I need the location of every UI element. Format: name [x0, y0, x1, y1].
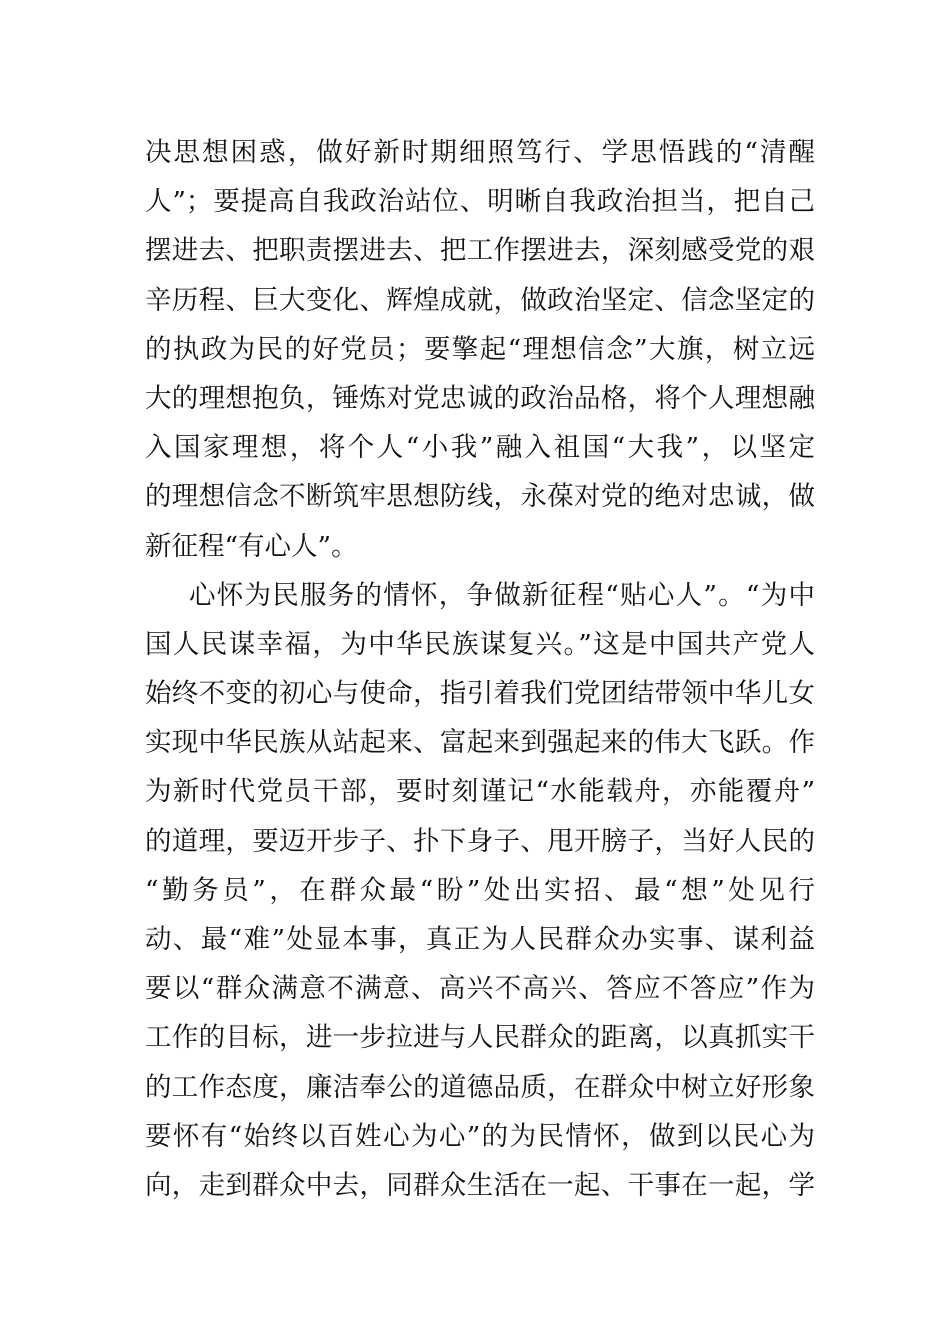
paragraph-start-line: 心怀为民服务的情怀，争做新征程“贴心人”。“为中 — [189, 579, 815, 611]
text-line: 辛历程、巨大变化、辉煌成就，做政治坚定、信念坚定的 — [145, 284, 815, 316]
text-line: 国人民谋幸福，为中华民族谋复兴。”这是中国共产党人 — [145, 628, 815, 660]
text-line: 大的理想抱负，锤炼对党忠诚的政治品格，将个人理想融 — [145, 382, 815, 414]
text-line: 入国家理想，将个人“小我”融入祖国“大我”，以坚定 — [145, 432, 815, 464]
text-line: 为新时代党员干部，要时刻谨记“水能载舟，亦能覆舟” — [145, 776, 815, 808]
text-line: 向，走到群众中去，同群众生活在一起、干事在一起，学 — [145, 1169, 815, 1201]
text-line: 的理想信念不断筑牢思想防线，永葆对党的绝对忠诚，做 — [145, 481, 815, 513]
text-line: 摆进去、把职责摆进去、把工作摆进去，深刻感受党的艰 — [145, 235, 815, 267]
text-line: 实现中华民族从站起来、富起来到强起来的伟大飞跃。作 — [145, 727, 815, 759]
text-line: 决思想困惑，做好新时期细照笃行、学思悟践的“清醒 — [145, 137, 815, 168]
text-line: 的道理，要迈开步子、扑下身子、甩开膀子，当好人民的 — [145, 825, 815, 857]
text-line: “勤务员”，在群众最“盼”处出实招、最“想”处见行 — [145, 874, 815, 906]
body-text — [145, 128, 815, 1210]
text-line: 工作的目标，进一步拉进与人民群众的距离，以真抓实干 — [145, 1022, 815, 1054]
text-line: 人”；要提高自我政治站位、明晰自我政治担当，把自己 — [145, 186, 815, 218]
text-line: 始终不变的初心与使命，指引着我们党团结带领中华儿女 — [145, 678, 815, 710]
text-line: 要以“群众满意不满意、高兴不高兴、答应不答应”作为 — [145, 973, 815, 1005]
text-line: 的执政为民的好党员；要擎起“理想信念”大旗，树立远 — [145, 333, 815, 365]
text-line: 动、最“难”处显本事，真正为人民群众办实事、谋利益 — [145, 924, 815, 955]
text-line: 的工作态度，廉洁奉公的道德品质，在群众中树立好形象 — [145, 1071, 815, 1103]
paragraph-end-line: 新征程“有心人”。 — [145, 530, 358, 562]
text-line: 要怀有“始终以百姓心为心”的为民情怀，做到以民心为 — [145, 1120, 815, 1152]
